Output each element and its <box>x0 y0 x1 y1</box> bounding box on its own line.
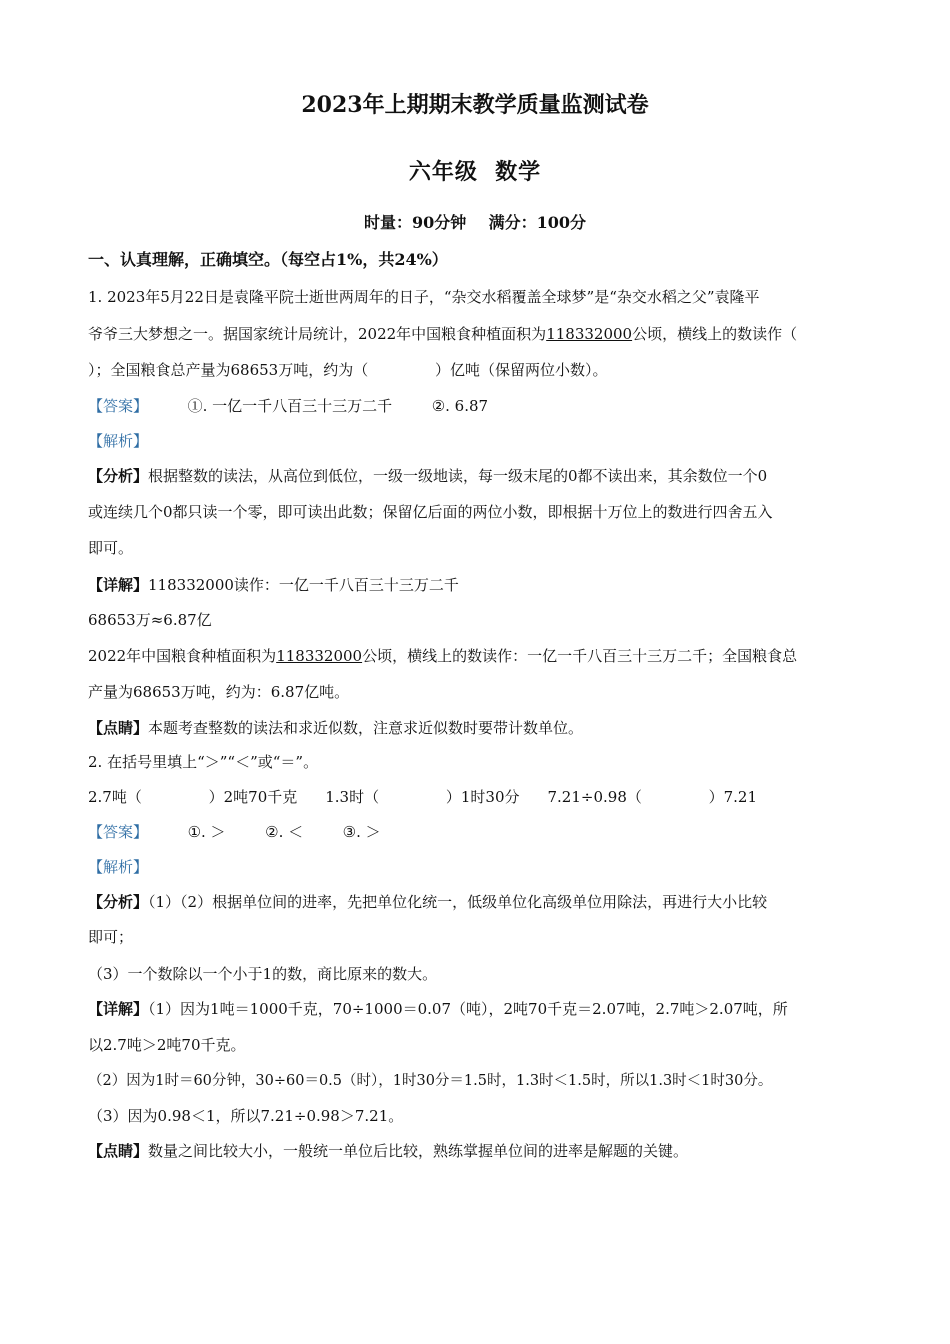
q2-dianjing-label: 【点睛】 <box>88 1142 149 1160</box>
q1-line1: 1. 2023年5月22日是袁隆平院士逝世两周年的日子，“杂交水稻覆盖全球梦”是“杂交水稻之父”袁隆平 <box>88 288 760 306</box>
q1-fenxi-text-1: 根据整数的读法，从高位到低位，一级一级地读，每一级末尾的0都不读出来，其余数位一个0 <box>148 467 768 485</box>
q2-xiangjie-1 <box>88 999 868 1019</box>
q1-answer-label: 【答案】 <box>88 397 149 415</box>
q1-xiangjie-1 <box>88 575 868 595</box>
q1-xiangjie-label: 【详解】 <box>88 576 149 594</box>
q2-xiangjie-4: （3）因为0.98＜1，所以7.21÷0.98＞7.21。 <box>88 1107 404 1125</box>
q2-xiangjie-text-1: （1）因为1吨＝1000千克，70÷1000＝0.07（吨），2吨70千克＝2.07吨，2.7吨＞2.07吨，所 <box>148 1000 788 1018</box>
q1-xiangjie-3 <box>88 646 868 666</box>
q2-dianjing <box>88 1141 868 1161</box>
q2-fenxi-text-1: （1）（2）根据单位间的进率，先把单位化统一，低级单位化高级单位用除法，再进行大小比较 <box>148 893 768 911</box>
q2-answer <box>88 822 868 842</box>
q1-dianjing <box>88 718 868 738</box>
q1-fenxi-2: 或连续几个0都只读一个零，即可读出此数；保留亿后面的两位小数，即根据十万位上的数进行四舍五入 <box>88 503 773 521</box>
section-heading: 一、认真理解，正确填空。（每空占1%，共24%） <box>88 250 448 269</box>
q2-fenxi-label: 【分析】 <box>88 893 149 911</box>
q1-answer <box>88 396 868 416</box>
q1-xiangjie-text-1: 118332000读作：一亿一千八百三十三万二千 <box>148 576 459 594</box>
q1-fenxi-3: 即可。 <box>88 539 134 557</box>
q1-xiangjie-underlined-number: 118332000 <box>276 647 363 665</box>
q2-analysis-label: 【解析】 <box>88 858 149 876</box>
q1-answer-2: ②. 6.87 <box>431 397 489 415</box>
q2-fenxi-1 <box>88 892 868 912</box>
q2-item-1: 2.7吨（ ）2吨70千克 <box>88 788 298 806</box>
q1-xiangjie-4: 产量为68653万吨，约为：6.87亿吨。 <box>88 683 350 701</box>
exam-title: 2023年上期期末教学质量监测试卷 <box>301 92 649 118</box>
q2-item-3: 7.21÷0.98（ ）7.21 <box>547 788 758 806</box>
q1-line3: ）；全国粮食总产量为68653万吨，约为（ ）亿吨（保留两位小数）。 <box>88 361 608 379</box>
q2-xiangjie-3: （2）因为1时＝60分钟，30÷60＝0.5（时），1时30分＝1.5时，1.3时＜1.5时，所以1.3时＜1时30分。 <box>88 1073 773 1089</box>
q1-xiangjie-3-pre: 2022年中国粮食种植面积为 <box>88 647 277 665</box>
q1-line2-pre: 爷爷三大梦想之一。据国家统计局统计，2022年中国粮食种植面积为 <box>88 325 547 343</box>
q2-line1: 2. 在括号里填上“＞”“＜”或“＝”。 <box>88 753 319 771</box>
q1-fenxi-label: 【分析】 <box>88 467 149 485</box>
q2-xiangjie-2: 以2.7吨＞2吨70千克。 <box>88 1036 246 1054</box>
q2-answer-3: ③. ＞ <box>342 823 381 841</box>
q1-underlined-number: 118332000 <box>546 325 633 343</box>
q1-xiangjie-3-post: 公顷，横线上的数读作：一亿一千八百三十三万二千；全国粮食总 <box>362 647 798 665</box>
q1-line2-post: 公顷，横线上的数读作（ <box>632 325 798 343</box>
exam-subtitle: 六年级 数学 <box>408 159 542 185</box>
exam-meta: 时量：90分钟 满分：100分 <box>364 213 586 232</box>
q2-xiangjie-label: 【详解】 <box>88 1000 149 1018</box>
q2-fenxi-2: 即可； <box>88 928 134 946</box>
q1-dianjing-text: 本题考查整数的读法和求近似数，注意求近似数时要带计数单位。 <box>148 719 584 737</box>
q1-analysis-label: 【解析】 <box>88 432 149 450</box>
q2-dianjing-text: 数量之间比较大小，一般统一单位后比较，熟练掌握单位间的进率是解题的关键。 <box>148 1142 689 1160</box>
q2-answer-1: ①. ＞ <box>187 823 226 841</box>
q2-answer-label: 【答案】 <box>88 823 149 841</box>
q1-answer-1: ①. 一亿一千八百三十三万二千 <box>187 397 393 415</box>
q1-line2 <box>88 324 868 344</box>
q2-answer-2: ②. ＜ <box>265 823 304 841</box>
q1-xiangjie-2: 68653万≈6.87亿 <box>88 611 212 629</box>
q1-dianjing-label: 【点睛】 <box>88 719 149 737</box>
q2-fenxi-3: （3）一个数除以一个小于1的数，商比原来的数大。 <box>88 965 438 983</box>
q2-item-2: 1.3时（ ）1时30分 <box>325 788 520 806</box>
q2-items <box>88 787 868 807</box>
q1-fenxi-1 <box>88 466 868 486</box>
